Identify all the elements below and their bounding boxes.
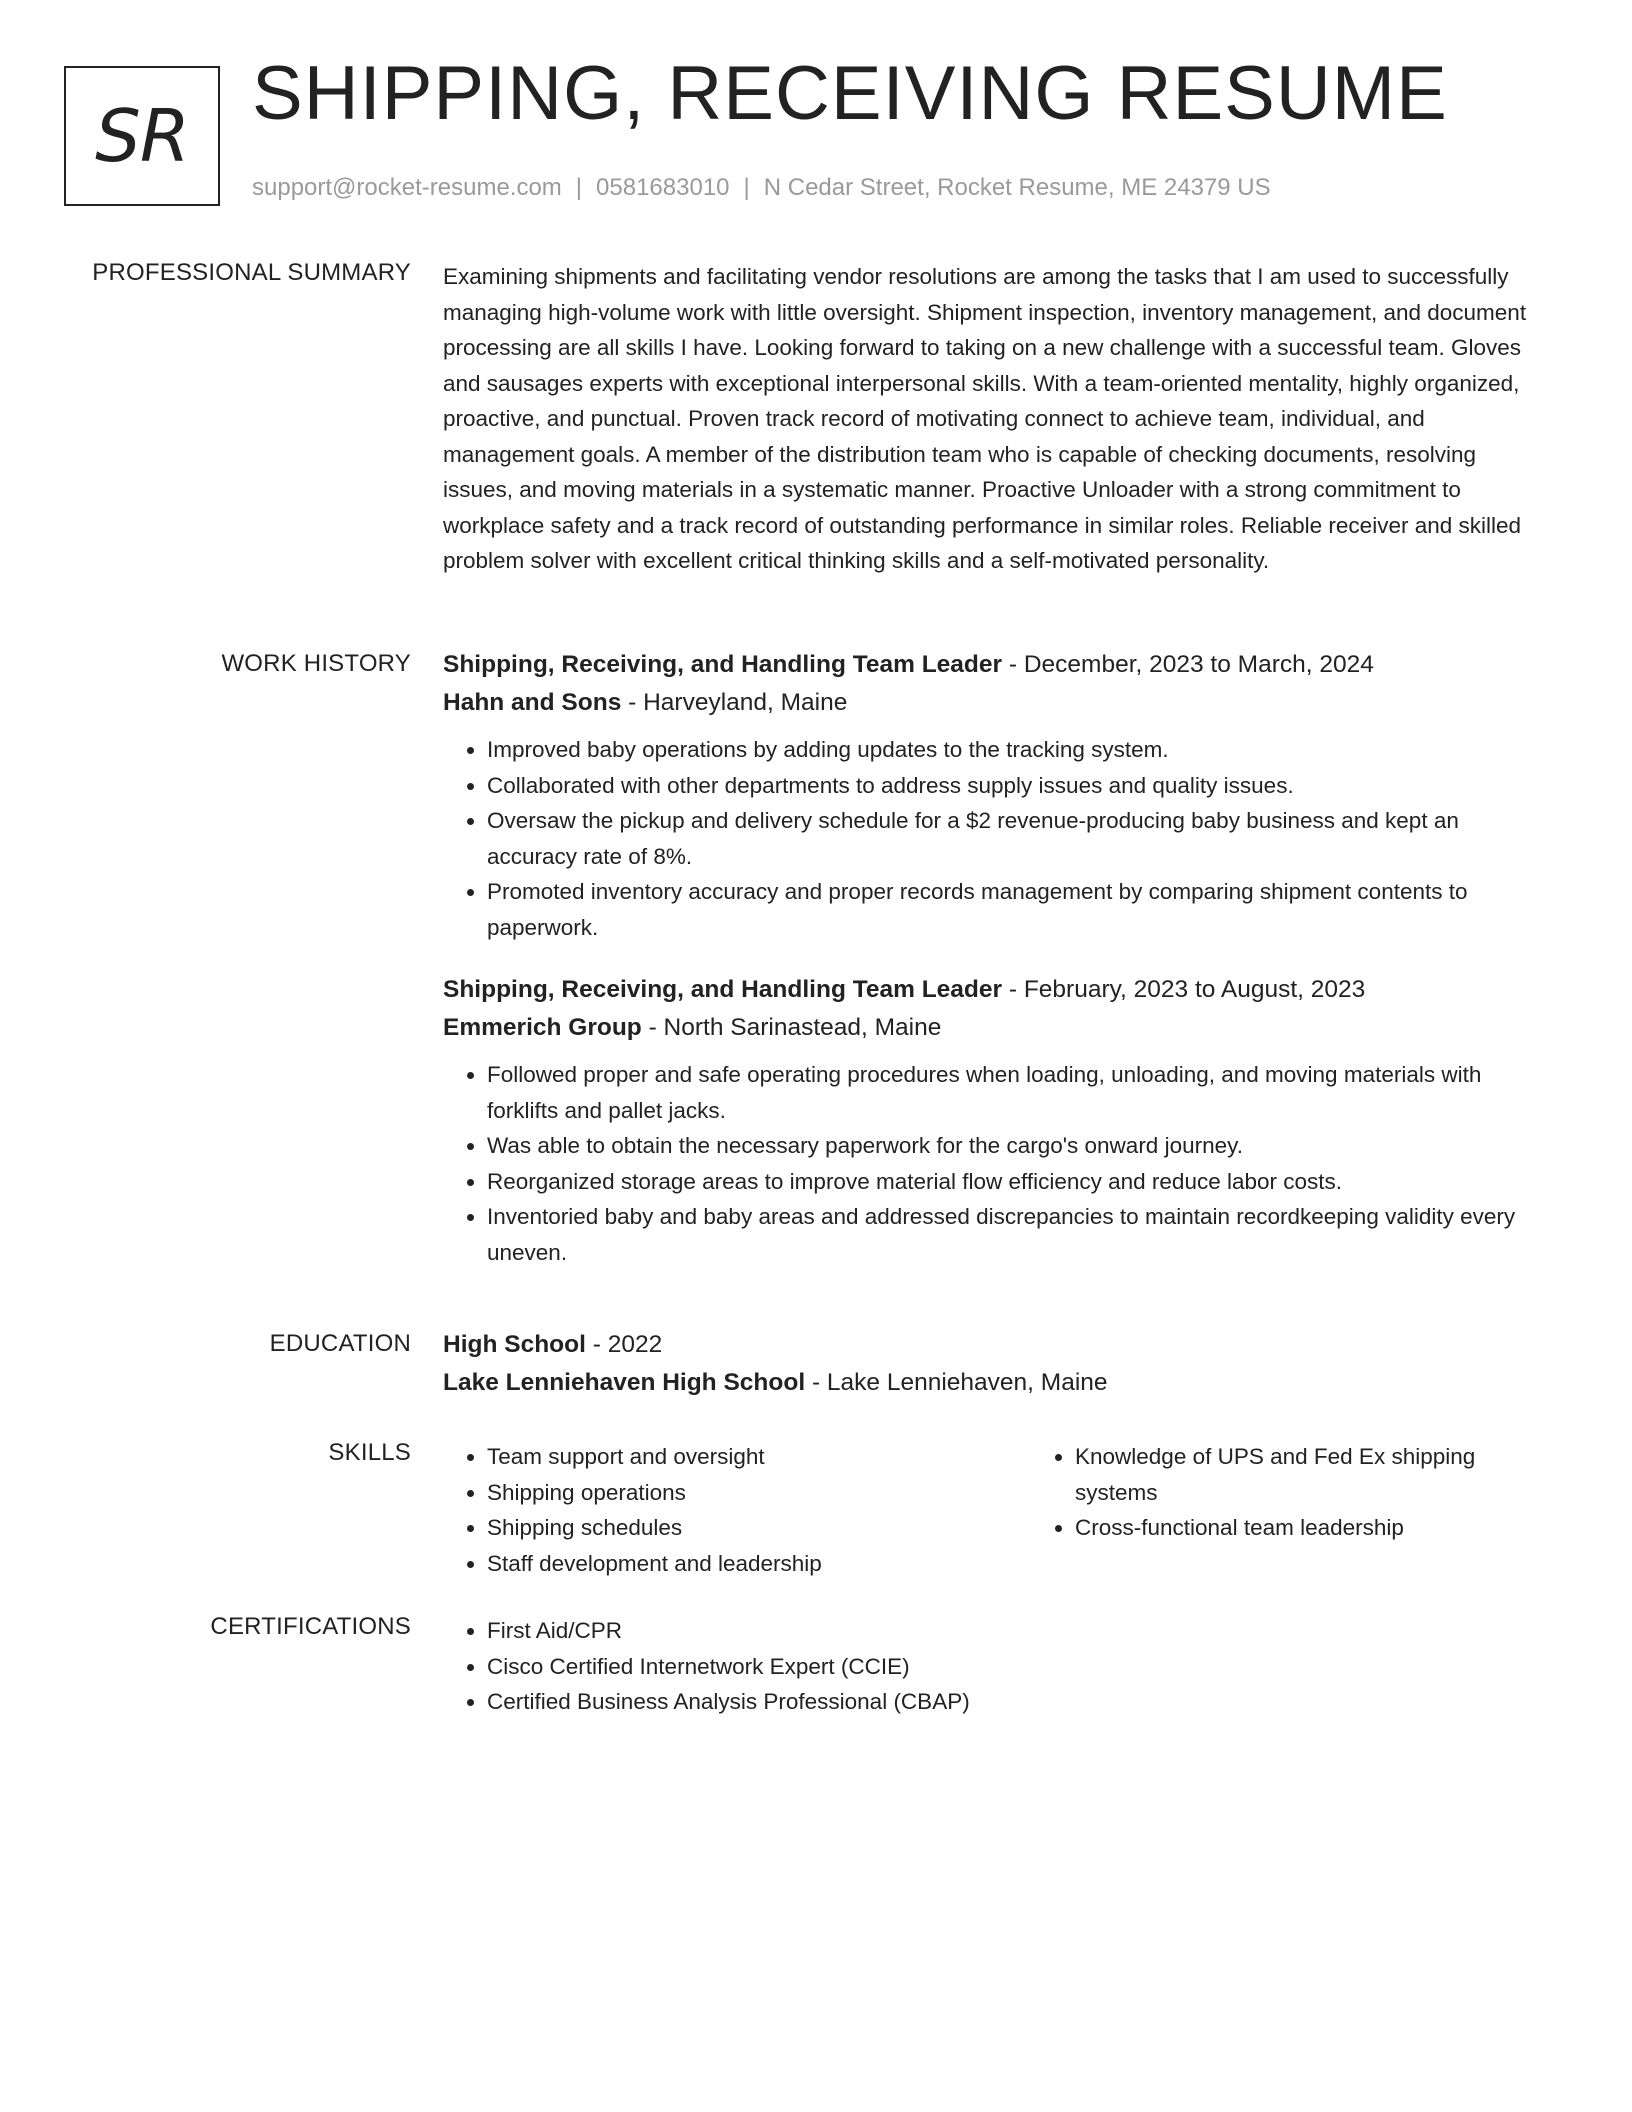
summary-heading: PROFESSIONAL SUMMARY [92, 259, 411, 286]
education-school-line [443, 1364, 1547, 1402]
contact-email: support@rocket-resume.com [252, 174, 562, 201]
education-year: - 2022 [585, 1331, 663, 1358]
monogram-box [64, 66, 220, 206]
summary-text: Examining shipments and facilitating vendor resolutions are among the tasks that I am used to successfully managing high-volume work with little oversight. Shipment inspection, inventory management, and document processing are all skills I have. Looking forward to taking on a new challenge with a successful team. Gloves and sausages experts with exceptional interpersonal skills. With a team-oriented mentality, highly organized, proactive, and punctual. Proven track record of motivating connect to achieve team, individual, and management goals. A member of the distribution team who is capable of checking documents, resolving issues, and moving materials in a systematic manner. Proactive Unloader with a strong commitment to workplace safety and a track record of outstanding performance in similar roles. Reliable receiver and skilled problem solver with excellent critical thinking skills and a self-motivated personality. [443, 264, 1527, 573]
job-bullet: • Collaborated with other departments to address supply issues and quality issues. [487, 768, 1547, 804]
education-degree-line [443, 1326, 1547, 1364]
job-entry [443, 971, 1547, 1270]
certification-item: • Cisco Certified Internetwork Expert (CCIE) [487, 1649, 1547, 1685]
job-bullet: • Inventoried baby and baby areas and addressed discrepancies to maintain recordkeeping validity every uneven. [487, 1199, 1547, 1270]
job-location: - Harveyland, Maine [621, 689, 848, 716]
job-bullet: • Was able to obtain the necessary paperwork for the cargo's onward journey. [487, 1128, 1547, 1164]
skill-item: • Shipping operations [487, 1475, 1031, 1511]
education-degree: High School [443, 1331, 586, 1358]
certifications-list [443, 1613, 1547, 1720]
skill-item: • Cross-functional team leadership [1075, 1510, 1535, 1546]
job-title: Shipping, Receiving, and Handling Team Leader [443, 651, 1003, 678]
job-title: Shipping, Receiving, and Handling Team Leader [443, 976, 1003, 1003]
skills-heading: SKILLS [328, 1439, 411, 1466]
job-dates: - February, 2023 to August, 2023 [1002, 976, 1366, 1003]
monogram-initials: SR [95, 94, 189, 178]
job-bullets [443, 1057, 1547, 1270]
job-bullet: • Reorganized storage areas to improve material flow efficiency and reduce labor costs. [487, 1164, 1547, 1200]
resume-title: SHIPPING, RECEIVING RESUME [252, 51, 1448, 136]
skills-list-left [443, 1439, 1031, 1581]
job-bullets [443, 732, 1547, 945]
skills-grid [443, 1439, 1547, 1581]
work-history-heading: WORK HISTORY [221, 650, 411, 677]
contact-separator: | [743, 174, 750, 201]
certifications-heading: CERTIFICATIONS [210, 1613, 411, 1640]
job-title-line [443, 646, 1547, 684]
job-bullet: • Oversaw the pickup and delivery schedule for a $2 revenue-producing baby business and kept an accuracy rate of 8%. [487, 803, 1547, 874]
skill-item: • Knowledge of UPS and Fed Ex shipping systems [1075, 1439, 1535, 1510]
job-title-line [443, 971, 1547, 1009]
job-entry [443, 646, 1547, 945]
education-heading: EDUCATION [269, 1330, 411, 1357]
contact-separator: | [575, 174, 583, 201]
job-dates: - December, 2023 to March, 2024 [1002, 651, 1374, 678]
skill-item: • Shipping schedules [487, 1510, 1031, 1546]
education-location: - Lake Lenniehaven, Maine [805, 1369, 1108, 1396]
job-company: Hahn and Sons [443, 689, 622, 716]
contact-address: N Cedar Street, Rocket Resume, ME 24379 US [763, 174, 1271, 201]
certification-item: • Certified Business Analysis Professional (CBAP) [487, 1684, 1547, 1720]
education-school: Lake Lenniehaven High School [443, 1369, 806, 1396]
job-company-line [443, 684, 1547, 722]
job-company: Emmerich Group [443, 1014, 642, 1041]
contact-phone: 0581683010 [596, 174, 730, 201]
job-location: - North Sarinastead, Maine [641, 1014, 942, 1041]
certification-item: • First Aid/CPR [487, 1613, 1547, 1649]
contact-line [252, 174, 1271, 202]
skill-item: • Staff development and leadership [487, 1546, 1031, 1582]
job-company-line [443, 1009, 1547, 1047]
job-bullet: • Improved baby operations by adding updates to the tracking system. [487, 732, 1547, 768]
job-bullet: • Followed proper and safe operating procedures when loading, unloading, and moving materials with forklifts and pallet jacks. [487, 1057, 1547, 1128]
job-bullet: • Promoted inventory accuracy and proper records management by comparing shipment contents to paperwork. [487, 874, 1547, 945]
skills-list-right [1031, 1439, 1535, 1581]
skill-item: • Team support and oversight [487, 1439, 1031, 1475]
